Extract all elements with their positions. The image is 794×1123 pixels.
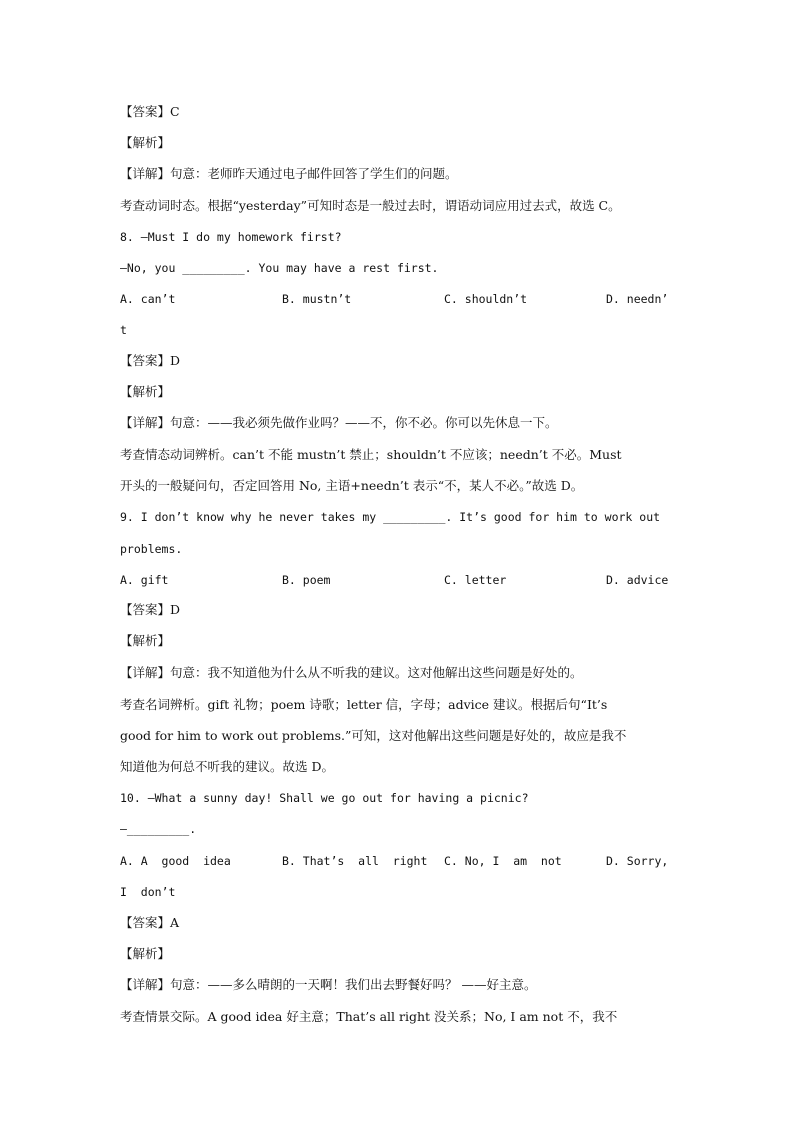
q8-answer: 【答案】D bbox=[120, 353, 181, 368]
q9-answer: 【答案】D bbox=[120, 602, 181, 617]
q9-explanation-1: 考查名词辨析。gift 礼物；poem 诗歌；letter 信，字母；advice 建议。根据后句“It’s bbox=[120, 697, 608, 712]
q10-detail: 【详解】句意：——多么晴朗的一天啊！我们出去野餐好吗？ ——好主意。 bbox=[120, 977, 537, 992]
q10-option-d: D. Sorry, bbox=[606, 854, 669, 868]
q10-stem-response: —_________. bbox=[120, 822, 197, 836]
q10-stem: 10. —What a sunny day! Shall we go out for having a picnic? bbox=[120, 791, 529, 805]
q7-answer: 【答案】C bbox=[120, 104, 180, 119]
q10-explanation-1: 考查情景交际。A good idea 好主意；That’s all right 没关系；No, I am not 不，我不 bbox=[120, 1009, 618, 1024]
q8-stem: 8. —Must I do my homework first? bbox=[120, 230, 342, 244]
q7-detail: 【详解】句意：老师昨天通过电子邮件回答了学生们的问题。 bbox=[120, 166, 458, 181]
q7-analysis-heading: 【解析】 bbox=[120, 135, 171, 150]
q10-answer: 【答案】A bbox=[120, 915, 180, 930]
q9-option-d: D. advice bbox=[606, 573, 669, 587]
q10-analysis-heading: 【解析】 bbox=[120, 946, 171, 961]
q7-explanation: 考查动词时态。根据“yesterday”可知时态是一般过去时，谓语动词应用过去式，故选 C。 bbox=[120, 198, 621, 213]
q8-option-d-continued: t bbox=[120, 323, 127, 337]
q8-explanation-1: 考查情态动词辨析。can’t 不能 mustn’t 禁止；shouldn’t 不应该；needn’t 不必。Must bbox=[120, 447, 622, 462]
q9-option-b: B. poem bbox=[282, 573, 331, 587]
q8-option-b: B. mustn’t bbox=[282, 292, 352, 306]
q10-option-b: B. That’s all right bbox=[282, 854, 428, 868]
q8-stem-response: —No, you _________. You may have a rest first. bbox=[120, 261, 439, 275]
q10-option-d-continued: I don’t bbox=[120, 885, 176, 899]
q9-option-c: C. letter bbox=[444, 573, 507, 587]
q9-analysis-heading: 【解析】 bbox=[120, 633, 171, 648]
q9-option-a: A. gift bbox=[120, 573, 169, 587]
q9-stem-continued: problems. bbox=[120, 542, 183, 556]
q9-explanation-3: 知道他为何总不听我的建议。故选 D。 bbox=[120, 759, 334, 774]
q10-option-c: C. No, I am not bbox=[444, 854, 562, 868]
q9-detail: 【详解】句意：我不知道他为什么从不听我的建议。这对他解出这些问题是好处的。 bbox=[120, 665, 583, 680]
q8-option-a: A. can’t bbox=[120, 292, 176, 306]
q8-option-d: D. needn’ bbox=[606, 292, 669, 306]
q8-option-c: C. shouldn’t bbox=[444, 292, 528, 306]
q8-detail: 【详解】句意：——我必须先做作业吗？——不，你不必。你可以先休息一下。 bbox=[120, 415, 558, 430]
q8-explanation-2: 开头的一般疑问句，否定回答用 No, 主语+needn’t 表示“不，某人不必。”故选 D。 bbox=[120, 478, 584, 493]
q10-option-a: A. A good idea bbox=[120, 854, 231, 868]
q9-explanation-2: good for him to work out problems.”可知，这对他解出这些问题是好处的，故应是我不 bbox=[120, 728, 627, 743]
q8-analysis-heading: 【解析】 bbox=[120, 384, 171, 399]
q9-stem: 9. I don’t know why he never takes my _________. It’s good for him to work out bbox=[120, 510, 661, 524]
